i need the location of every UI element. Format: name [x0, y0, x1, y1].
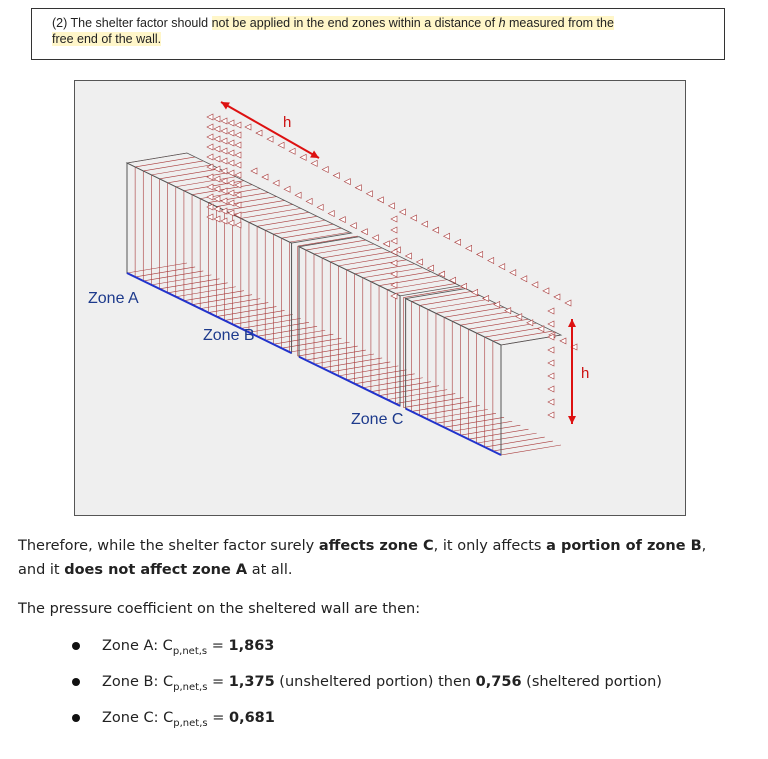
bullet-tail-text: (sheltered portion) — [521, 674, 662, 690]
pressure-arrow — [289, 148, 295, 154]
pressure-arrow — [207, 194, 213, 200]
pressure-line — [257, 326, 317, 336]
pressure-arrow — [391, 238, 397, 244]
pressure-arrow — [548, 373, 554, 379]
pressure-arrow — [300, 154, 306, 160]
pressure-line — [428, 299, 488, 309]
pressure-line — [330, 362, 390, 372]
pressure-line — [355, 264, 415, 274]
pressure-arrow — [391, 271, 397, 277]
pressure-arrow — [391, 260, 397, 266]
excerpt-line-2: free end of the wall. — [52, 32, 162, 46]
pressure-line — [151, 275, 211, 285]
pressure-arrow — [510, 270, 516, 276]
pressure-line — [257, 216, 317, 226]
zone-c-label: Zone C — [351, 411, 404, 428]
pressure-line — [485, 437, 545, 447]
pressure-line — [338, 366, 398, 376]
pressure-arrow — [388, 203, 394, 209]
bullet-equals: = — [207, 674, 229, 690]
pressure-arrow — [466, 245, 472, 251]
para1-text-5: at all. — [247, 562, 293, 578]
pressure-arrow — [207, 174, 213, 180]
pressure-arrow — [461, 283, 467, 289]
bullet-subscript: p,net,s — [173, 681, 208, 693]
pressure-line — [298, 346, 358, 356]
pressure-arrow — [344, 179, 350, 185]
bullet-middle-text: (unsheltered portion) then — [274, 674, 476, 690]
pressure-arrow — [295, 192, 301, 198]
pressure-arrow — [548, 386, 554, 392]
pressure-arrow — [221, 128, 227, 134]
pressure-arrow — [228, 210, 234, 216]
pressure-line — [192, 185, 252, 195]
h-side-label: h — [581, 365, 590, 382]
pressure-arrow — [322, 166, 328, 172]
pressure-line — [460, 315, 520, 325]
pressure-line — [208, 303, 268, 313]
pressure-line — [135, 267, 195, 277]
excerpt-h-symbol: h — [498, 16, 506, 30]
wall-diagram — [75, 81, 687, 517]
pressure-arrow — [472, 289, 478, 295]
bullet-equals: = — [207, 638, 229, 654]
pressure-arrow — [214, 156, 220, 162]
pressure-arrow — [235, 222, 241, 228]
dimension-arrows — [221, 102, 576, 424]
pressure-arrow — [207, 184, 213, 190]
pressure-arrow — [444, 233, 450, 239]
pressure-arrow — [422, 221, 428, 227]
pressure-arrow — [483, 295, 489, 301]
pressure-line — [452, 311, 512, 321]
pressure-arrow — [554, 294, 560, 300]
pressure-line — [298, 236, 358, 246]
pressure-line — [151, 165, 211, 175]
bullet-subscript: p,net,s — [173, 717, 208, 729]
bullet-value: 1,863 — [228, 638, 275, 654]
pressure-arrow — [521, 276, 527, 282]
pressure-arrow — [548, 399, 554, 405]
pressure-arrow — [214, 176, 220, 182]
pressure-arrow — [383, 241, 389, 247]
pressure-arrow — [391, 227, 397, 233]
pressure-line — [444, 307, 504, 317]
para1-bold-1: affects zone C — [318, 538, 434, 554]
pressure-line — [273, 334, 333, 344]
pressure-line — [477, 323, 537, 333]
pressure-arrow — [207, 144, 213, 150]
pressure-line — [290, 232, 350, 242]
pressure-arrow — [433, 227, 439, 233]
pressure-line — [314, 354, 374, 364]
pressure-line — [265, 330, 325, 340]
pressure-arrow — [306, 198, 312, 204]
pressure-line — [485, 327, 545, 337]
pressure-arrow — [228, 160, 234, 166]
pressure-arrow — [548, 412, 554, 418]
pressure-arrow — [228, 220, 234, 226]
bullet-value: 1,375 — [228, 674, 275, 690]
pressure-line — [347, 370, 407, 380]
pressure-line — [338, 256, 398, 266]
pressure-arrow — [221, 198, 227, 204]
pressure-arrow — [284, 186, 290, 192]
pressure-line — [493, 441, 553, 451]
pressure-arrow — [221, 218, 227, 224]
excerpt-part-1: (2) The shelter factor should — [52, 16, 212, 30]
pressure-arrow — [488, 258, 494, 264]
pressure-line — [168, 283, 228, 293]
pressure-line — [493, 331, 553, 341]
pressure-line — [477, 433, 537, 443]
bullet-equals: = — [207, 710, 229, 726]
pressure-arrow — [228, 190, 234, 196]
para1-bold-2: a portion of zone B — [546, 538, 702, 554]
wall-pressure-figure — [74, 80, 686, 516]
h-top-label: h — [283, 114, 292, 131]
pressure-arrow — [235, 132, 241, 138]
pressure-arrow — [391, 216, 397, 222]
pressure-line — [176, 287, 236, 297]
pressure-arrow — [399, 209, 405, 215]
zone-baseline — [299, 357, 400, 406]
pressure-arrow — [262, 174, 268, 180]
pressure-arrow — [228, 200, 234, 206]
bullet-zone: Zone C: C — [102, 710, 174, 726]
pressure-arrow — [548, 321, 554, 327]
h-dimension-side-head — [568, 416, 576, 424]
para1-text-3: , — [701, 538, 707, 554]
pressure-line — [379, 386, 439, 396]
pressure-arrow — [317, 204, 323, 210]
bullet-zone: Zone B: C — [102, 674, 174, 690]
pressure-arrow — [214, 116, 220, 122]
pressure-arrow — [235, 152, 241, 158]
pressure-arrow — [235, 162, 241, 168]
para1-bold-3: does not affect zone A — [64, 562, 248, 578]
list-item — [72, 710, 275, 729]
pressure-arrow — [221, 148, 227, 154]
pressure-line — [192, 295, 252, 305]
pressure-arrow — [477, 251, 483, 257]
pressure-line — [273, 224, 333, 234]
pressure-arrow — [548, 360, 554, 366]
excerpt-highlight: not be applied in the end zones within a distance of — [211, 16, 499, 30]
bullet-value: 0,681 — [228, 710, 275, 726]
pressure-line — [233, 314, 293, 324]
pressure-arrow — [350, 223, 356, 229]
code-excerpt-text — [52, 15, 722, 47]
pressure-line — [143, 271, 203, 281]
h-dimension-side-head — [568, 319, 576, 327]
pressure-line — [452, 421, 512, 431]
pressure-line — [281, 228, 341, 238]
pressure-line — [322, 248, 382, 258]
pressure-line — [379, 276, 439, 286]
pressure-arrow — [251, 168, 257, 174]
pressure-line — [135, 157, 195, 167]
pressure-line — [143, 161, 203, 171]
code-excerpt-box — [31, 8, 725, 60]
pressure-arrow — [538, 326, 544, 332]
pressure-line — [306, 350, 366, 360]
bullet-icon — [72, 642, 80, 650]
pressure-line — [436, 413, 496, 423]
pressure-arrow — [267, 136, 273, 142]
pressure-line — [420, 295, 480, 305]
pressure-arrow — [328, 210, 334, 216]
pressure-line — [216, 307, 276, 317]
pressure-arrow — [311, 160, 317, 166]
pressure-arrow — [207, 214, 213, 220]
pressure-arrow — [228, 120, 234, 126]
pressure-arrow — [548, 347, 554, 353]
pressure-line — [420, 405, 480, 415]
pressure-arrow — [532, 282, 538, 288]
pressure-arrow — [228, 140, 234, 146]
pressure-arrow — [273, 180, 279, 186]
pressure-arrow — [405, 253, 411, 259]
pressure-arrow — [221, 138, 227, 144]
pressure-arrow — [377, 197, 383, 203]
pressure-arrow — [543, 288, 549, 294]
pressure-arrow — [278, 142, 284, 148]
pressure-arrow — [565, 300, 571, 306]
pressure-arrow — [207, 114, 213, 120]
pressure-line — [265, 220, 325, 230]
pressure-line — [395, 394, 455, 404]
pressure-line — [225, 310, 285, 320]
pressure-line — [241, 208, 301, 218]
pressure-arrow — [411, 215, 417, 221]
bullet-icon — [72, 678, 80, 686]
pressure-arrow — [228, 180, 234, 186]
pressure-arrow — [228, 150, 234, 156]
pressure-arrow — [417, 259, 423, 265]
pressure-arrow — [235, 122, 241, 128]
pressure-line — [249, 322, 309, 332]
pressure-line — [233, 204, 293, 214]
para1-text-1: Therefore, while the shelter factor surely — [18, 538, 319, 554]
pressure-arrow — [228, 130, 234, 136]
pressure-line — [403, 288, 463, 298]
pressure-arrow — [221, 188, 227, 194]
pressure-arrow — [245, 124, 251, 130]
pressure-arrow — [221, 158, 227, 164]
pressure-line — [363, 268, 423, 278]
pressure-arrow — [355, 185, 361, 191]
pressure-arrow — [372, 235, 378, 241]
pressure-line — [444, 417, 504, 427]
pressure-line — [468, 429, 528, 439]
pressure-arrow — [214, 136, 220, 142]
pressure-arrow — [221, 118, 227, 124]
pressure-line — [347, 260, 407, 270]
pressure-arrow — [207, 204, 213, 210]
pressure-line — [387, 390, 447, 400]
pressure-line — [306, 240, 366, 250]
pressure-line — [412, 401, 472, 411]
pressure-arrow — [361, 229, 367, 235]
pressure-arrow — [256, 130, 262, 136]
pressure-arrow — [366, 191, 372, 197]
pressure-arrow — [207, 154, 213, 160]
pressure-line — [200, 299, 260, 309]
para1-text-4: and it — [18, 562, 65, 578]
pressure-line — [371, 272, 431, 282]
pressure-arrow — [207, 124, 213, 130]
explanation-paragraph — [18, 534, 758, 582]
pressure-line — [428, 409, 488, 419]
pressure-line — [460, 425, 520, 435]
pressure-line — [249, 212, 309, 222]
bullet-value-2: 0,756 — [475, 674, 522, 690]
pressure-line — [322, 358, 382, 368]
bullet-icon — [72, 714, 80, 722]
pressure-arrow — [333, 173, 339, 179]
pressure-line — [436, 303, 496, 313]
pressure-arrow — [228, 170, 234, 176]
pressure-line — [184, 291, 244, 301]
list-item — [72, 674, 662, 693]
pressure-arrow — [207, 134, 213, 140]
pressure-line — [281, 338, 341, 348]
para1-text-2: , it only affects — [433, 538, 547, 554]
pressure-line — [160, 279, 220, 289]
pressure-line — [371, 382, 431, 392]
pressure-line — [403, 398, 463, 408]
pressure-line — [468, 319, 528, 329]
pressure-line — [501, 445, 561, 455]
pressure-line — [314, 244, 374, 254]
pressure-arrow — [235, 142, 241, 148]
excerpt-part-3: measured from the — [505, 16, 614, 30]
zone-b-label: Zone B — [203, 327, 255, 344]
wall-top — [406, 289, 561, 345]
zone-baseline — [406, 409, 501, 455]
list-item — [72, 638, 274, 657]
pressure-line — [127, 263, 187, 273]
pressure-arrow — [214, 146, 220, 152]
pressure-line — [363, 378, 423, 388]
zone-a-label: Zone A — [88, 290, 139, 307]
bullet-subscript: p,net,s — [172, 645, 208, 657]
pressure-arrow — [499, 264, 505, 270]
pressure-arrow — [455, 239, 461, 245]
pressure-arrow — [548, 308, 554, 314]
h-dimension-top — [221, 102, 319, 158]
pressure-arrow — [391, 293, 397, 299]
pressure-arrow — [214, 216, 220, 222]
pressure-line — [330, 252, 390, 262]
pressure-arrow — [214, 126, 220, 132]
coefficients-intro: The pressure coefficient on the sheltered wall are then: — [18, 601, 421, 617]
pressure-arrow — [560, 338, 566, 344]
bullet-zone: Zone A: C — [102, 638, 173, 654]
pressure-arrow — [339, 217, 345, 223]
